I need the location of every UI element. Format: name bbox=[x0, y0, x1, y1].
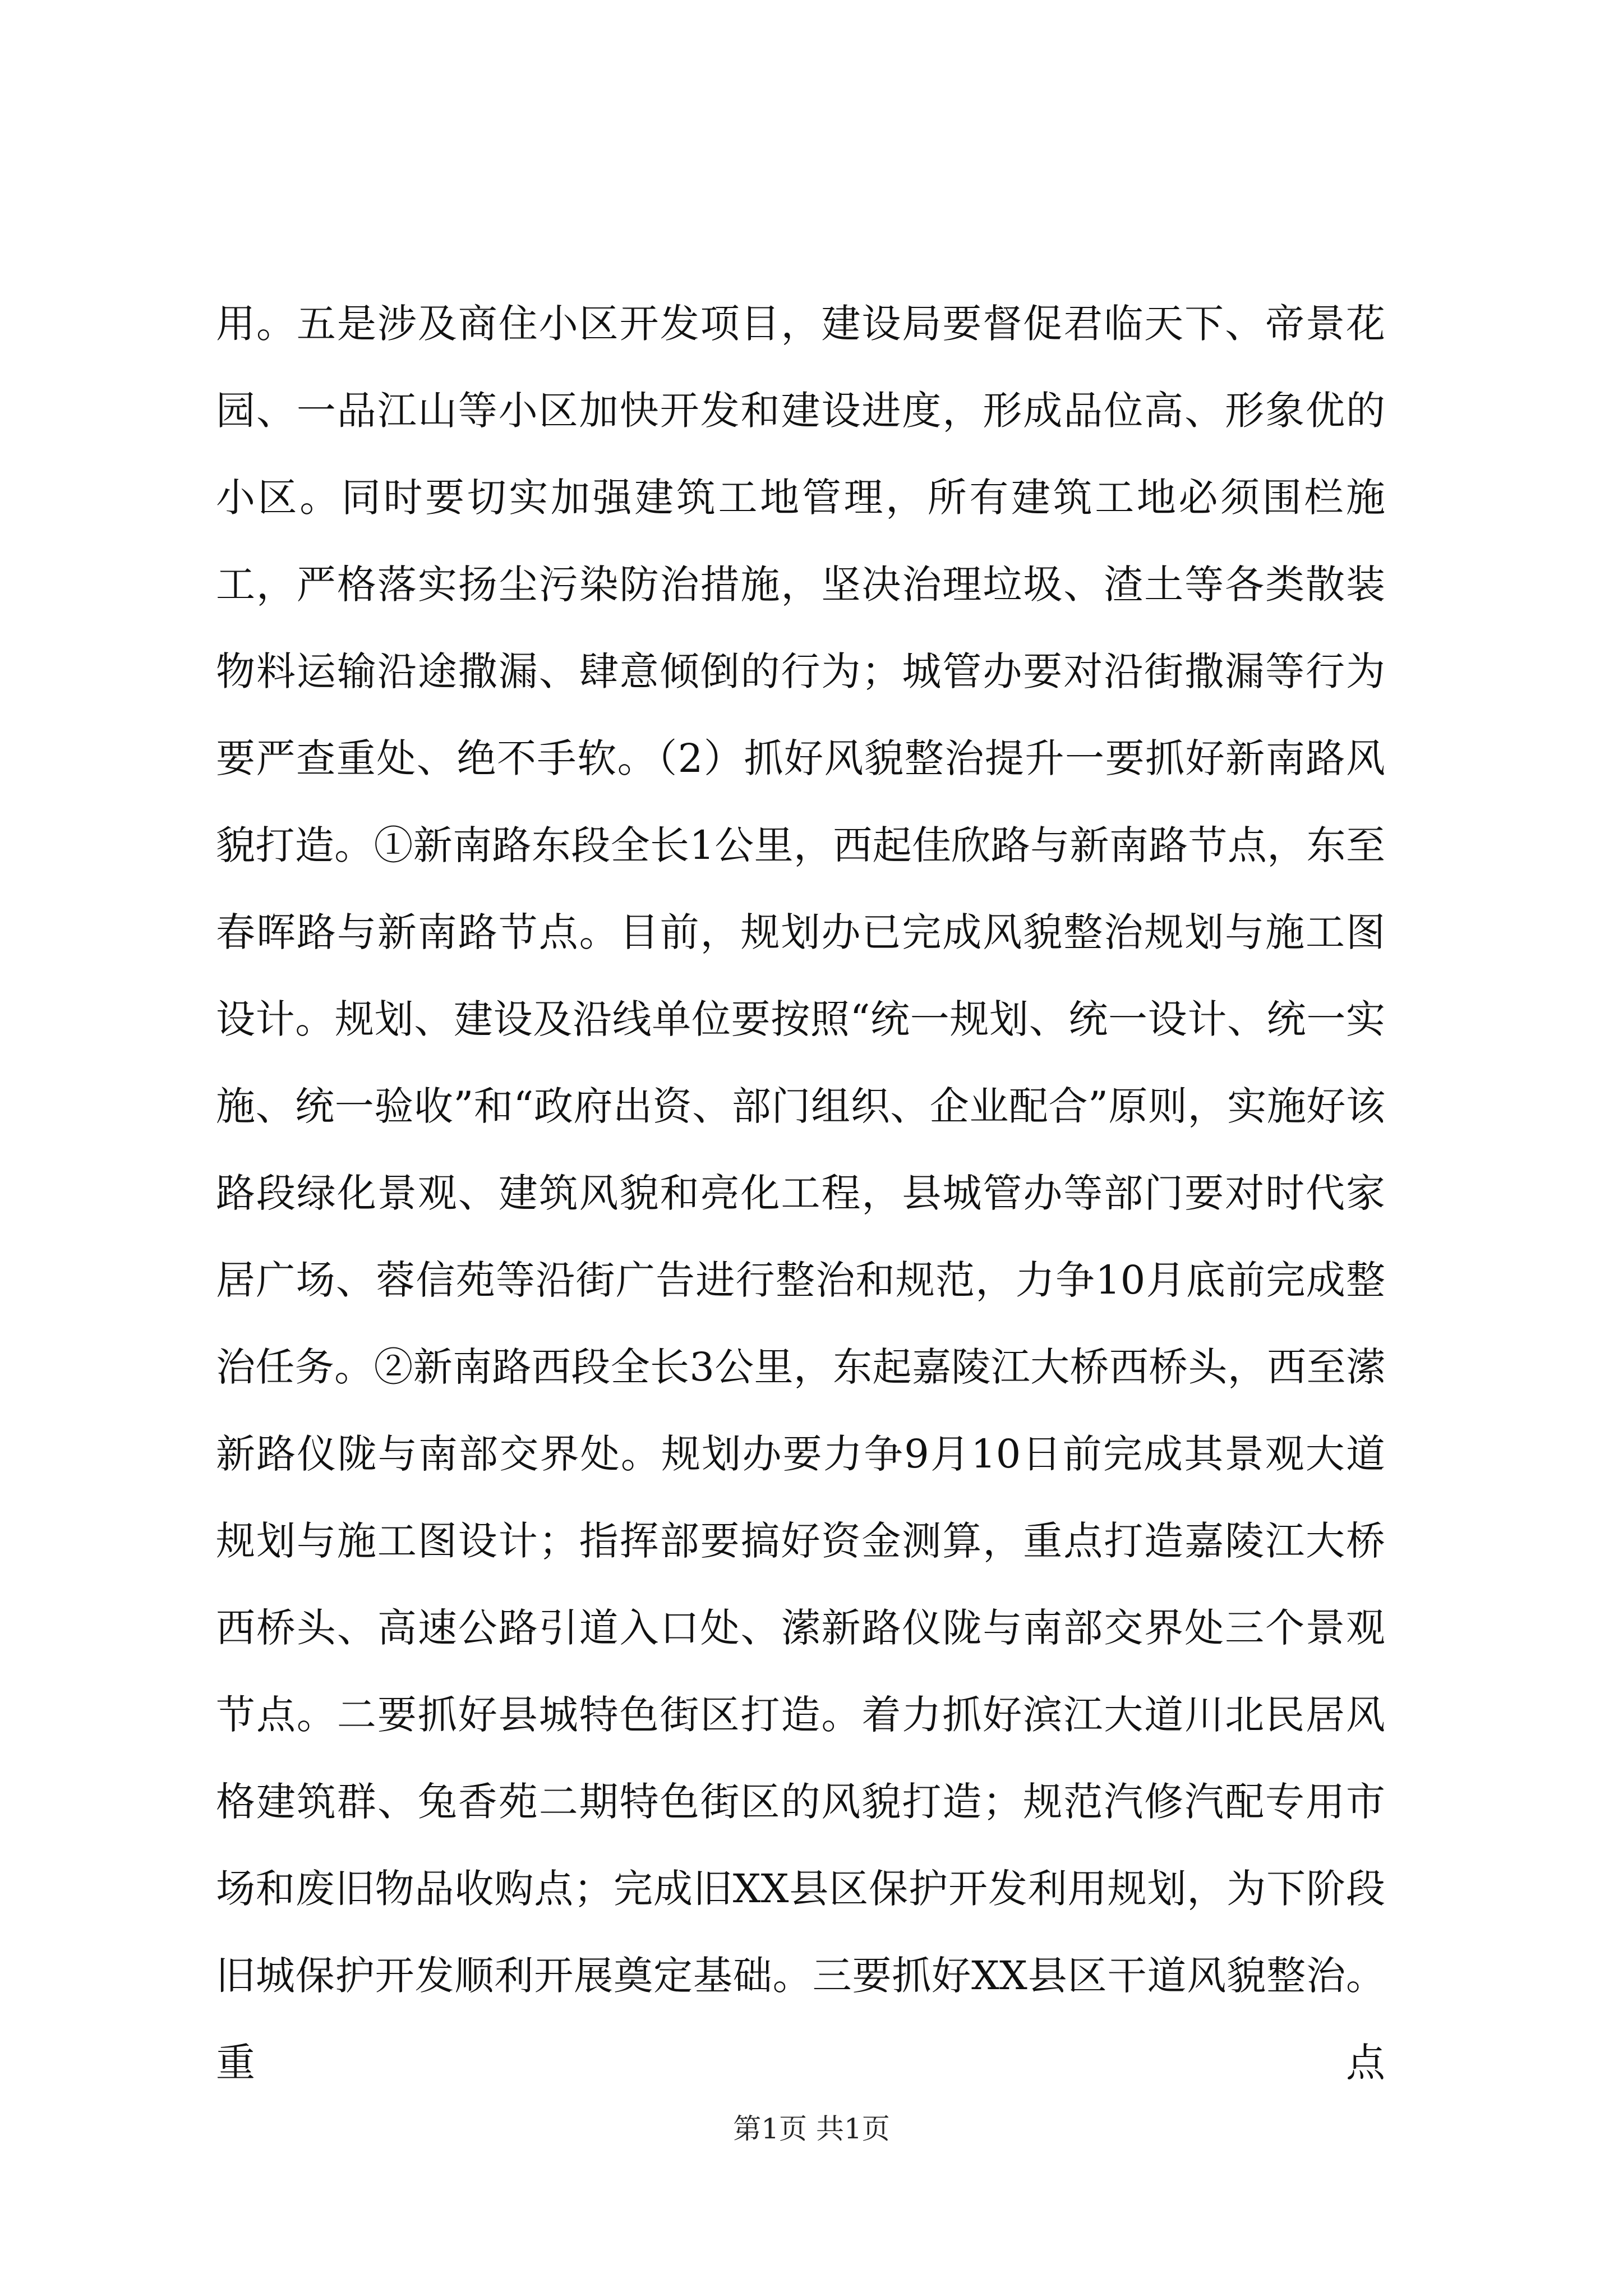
page-number-footer: 第1页 共1页 bbox=[733, 2113, 890, 2145]
body-paragraph: 用。五是涉及商住小区开发项目，建设局要督促君临天下、帝景花园、一品江山等小区加快开发和建设进度，形成品位高、形象优的小区。同时要切实加强建筑工地管理，所有建筑工地必须围栏施工，严格落实扬尘污染防治措施，坚决治理垃圾、渣土等各类散装物料运输沿途撒漏、肆意倾倒的行为；城管办要对沿街撒漏等行为要严查重处、绝不手软。（2）抓好风貌整治提升一要抓好新南路风貌打造。①新南路东段全长1公里，西起佳欣路与新南路节点，东至春晖路与新南路节点。目前，规划办已完成风貌整治规划与施工图设计。规划、建设及沿线单位要按照“统一规划、统一设计、统一实施、统一验收”和“政府出资、部门组织、企业配合”原则，实施好该路段绿化景观、建筑风貌和亮化工程，县城管办等部门要对时代家居广场、蓉信苑等沿街广告进行整治和规范，力争10月底前完成整治任务。②新南路西段全长3公里，东起嘉陵江大桥西桥头，西至潆新路仪陇与南部交界处。规划办要力争9月10日前完成其景观大道规划与施工图设计；指挥部要搞好资金测算，重点打造嘉陵江大桥西桥头、高速公路引道入口处、潆新路仪陇与南部交界处三个景观节点。二要抓好县城特色街区打造。着力抓好滨江大道川北民居风格建筑群、兔香苑二期特色街区的风貌打造；规范汽修汽配专用市场和废旧物品收购点；完成旧XX县区保护开发利用规划，为下阶段旧城保护开发顺利开展奠定基础。三要抓好XX县区干道风貌整治。重点 bbox=[216, 301, 1385, 2086]
